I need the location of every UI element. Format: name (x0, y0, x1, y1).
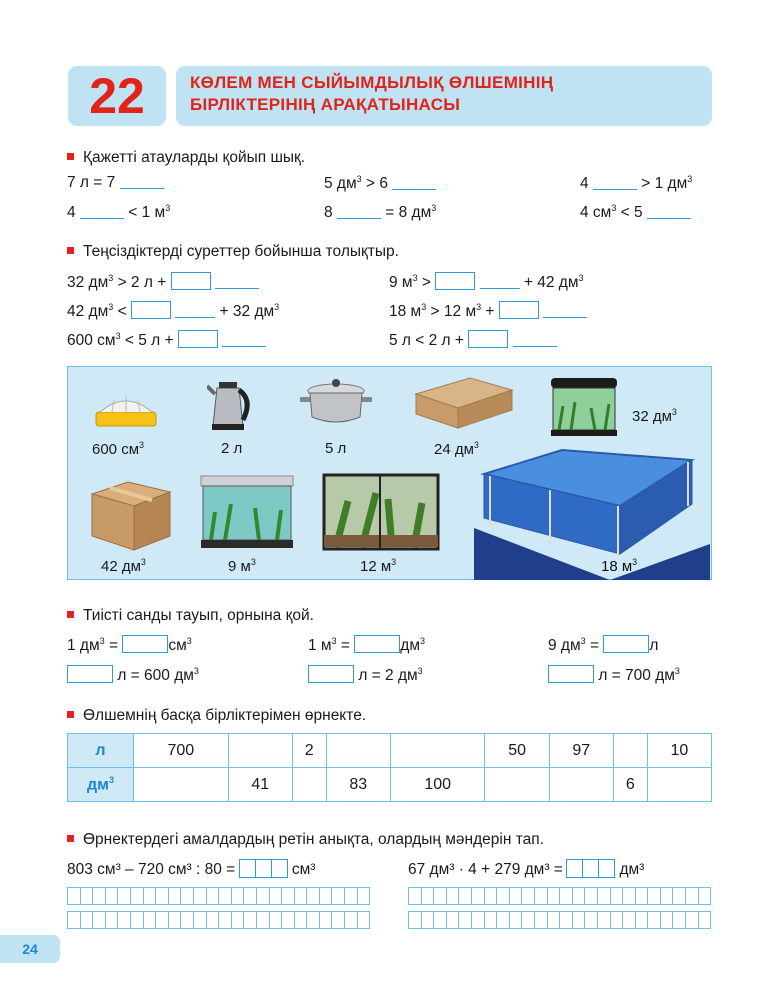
unit-text: дм³ (619, 861, 645, 878)
task-1-item-2 (324, 174, 436, 193)
answer-blank[interactable] (513, 333, 557, 347)
lesson-title-line-2: БІРЛІКТЕРІНІҢ АРАҚАТЫНАСЫ (190, 95, 461, 114)
exponent: 3 (578, 272, 584, 283)
expr-text: + 42 дм (519, 274, 579, 291)
hamster-cage-icon (92, 390, 160, 428)
grid-cell[interactable] (409, 888, 422, 905)
task-1-item-5 (324, 203, 436, 222)
grid-cell[interactable] (231, 912, 244, 929)
grid-row (68, 912, 370, 929)
exponent: 3 (140, 557, 146, 567)
exponent: 3 (476, 301, 482, 312)
expr-text: > 12 м (426, 303, 477, 320)
task-1-item-6-rel: < 5 (616, 204, 643, 222)
task-5-instruction: Өрнектердегі амалдардың ретін анықта, олардың мәндерін тап. (67, 831, 544, 849)
grid-cell[interactable] (93, 888, 106, 905)
exponent: 3 (473, 440, 479, 450)
grid-cell[interactable] (572, 912, 585, 929)
task-1-item-5-rel: = 8 дм (380, 204, 432, 222)
grid-cell[interactable] (434, 888, 447, 905)
task-4-instruction: Өлшемнің басқа бірліктерімен өрнекте. (67, 707, 366, 725)
task-1-item-2-text: 5 дм (324, 175, 357, 193)
task-1-item-1-text: 7 л = 7 (67, 174, 116, 191)
grid-cell[interactable] (68, 888, 81, 905)
caption-text: 12 м (360, 558, 392, 575)
lesson-title (176, 66, 712, 126)
caption-aquarium (228, 557, 256, 575)
exponent: 3 (611, 203, 617, 213)
caption-text: 9 м (228, 558, 251, 575)
grid-row (409, 912, 711, 929)
grid-cell[interactable] (307, 888, 320, 905)
exponent: 3 (391, 557, 397, 567)
grid-cell[interactable] (256, 912, 269, 929)
table-cell[interactable] (326, 734, 390, 768)
aquarium-icon (199, 474, 295, 550)
answer-box[interactable] (308, 665, 354, 683)
grid-cell[interactable] (143, 888, 156, 905)
caption-text: 32 дм (632, 408, 672, 425)
lesson-title-line-1: КӨЛЕМ МЕН СЫЙЫМДЫЛЫҚ ӨЛШЕМІНІҢ (190, 73, 554, 92)
expr-text: < (113, 303, 127, 320)
grid-cell[interactable] (282, 888, 295, 905)
exponent: 3 (580, 635, 586, 646)
grid-cell[interactable] (660, 888, 673, 905)
answer-box[interactable] (178, 330, 218, 348)
task-2-left-2 (67, 301, 279, 321)
exponent: 3 (412, 272, 418, 283)
task-1-item-3-text: 4 (580, 175, 589, 193)
grid-cell[interactable] (118, 888, 131, 905)
table-cell[interactable]: 100 (390, 768, 485, 802)
exponent: 3 (165, 203, 171, 213)
grid-cell[interactable] (244, 912, 257, 929)
grid-cell[interactable] (231, 888, 244, 905)
expr-text: = (336, 637, 350, 654)
table-cell[interactable]: 700 (134, 734, 229, 768)
expr-text: л = 2 дм (358, 667, 418, 684)
grid-cell[interactable] (409, 912, 422, 929)
pool-icon (470, 444, 710, 580)
grid-cell[interactable] (547, 888, 560, 905)
task-3-row1-item2 (308, 635, 425, 655)
grid-cell[interactable] (446, 888, 459, 905)
grid-cell[interactable] (585, 912, 598, 929)
expr-text: см (168, 637, 187, 654)
exponent: 3 (139, 440, 145, 450)
terrarium-icon (322, 471, 440, 553)
expr-text: 67 дм³ · 4 + 279 дм³ = (408, 861, 563, 878)
grid-cell[interactable] (434, 912, 447, 929)
answer-blank[interactable] (120, 175, 164, 189)
grid-cell[interactable] (597, 912, 610, 929)
exponent: 3 (108, 301, 114, 312)
exponent: 3 (687, 174, 693, 184)
task-1-item-4-text: 4 (67, 204, 76, 222)
caption-pot (325, 440, 346, 457)
work-grid-left[interactable] (67, 887, 370, 929)
grid-cell[interactable] (648, 912, 661, 929)
grid-row (409, 888, 711, 905)
grid-spacer (409, 905, 711, 912)
exponent: 3 (356, 174, 362, 184)
table-row-litres (68, 734, 712, 768)
small-aquarium-icon (549, 376, 621, 438)
task-1-item-3-rel: > 1 дм (636, 175, 688, 193)
grid-cell[interactable] (156, 912, 169, 929)
grid-cell[interactable] (648, 888, 661, 905)
grid-cell[interactable] (623, 888, 636, 905)
grid-cell[interactable] (345, 888, 358, 905)
grid-cell[interactable] (307, 912, 320, 929)
grid-cell[interactable] (623, 912, 636, 929)
answer-blank[interactable] (222, 333, 266, 347)
caption-text: 600 см (92, 441, 140, 458)
table-cell[interactable]: 97 (549, 734, 613, 768)
flat-box-icon (414, 374, 514, 430)
table-cell[interactable]: 6 (613, 768, 647, 802)
page-number: 24 (0, 935, 60, 963)
grid-cell[interactable] (484, 912, 497, 929)
exponent: 3 (671, 407, 677, 417)
caption-small-aquarium (632, 407, 677, 425)
expr-text: 9 дм (548, 637, 581, 654)
expr-text: = (585, 637, 600, 654)
grid-cell[interactable] (421, 888, 434, 905)
answer-box[interactable] (548, 665, 594, 683)
expr-text: 32 дм (67, 274, 109, 291)
grid-cell[interactable] (269, 912, 282, 929)
expr-text: л = 600 дм (117, 667, 194, 684)
answer-box[interactable] (354, 635, 400, 653)
exponent: 3 (274, 301, 280, 312)
task-3-row1-item3 (548, 635, 658, 655)
grid-cell[interactable] (80, 888, 93, 905)
grid-cell[interactable] (105, 888, 118, 905)
expr-text: = (104, 637, 119, 654)
expr-text: > 2 л + (113, 274, 167, 291)
caption-terrarium (360, 557, 396, 575)
task-2-instruction: Теңсіздіктерді суреттер бойынша толықтыр. (67, 243, 399, 261)
task-3-row1-item1 (67, 635, 192, 655)
exponent: 3 (431, 203, 437, 213)
grid-cell[interactable] (509, 888, 522, 905)
table-cell[interactable]: 10 (647, 734, 711, 768)
table-cell[interactable]: 41 (228, 768, 292, 802)
expr-text: дм (400, 637, 420, 654)
task-2-right-2 (389, 301, 587, 321)
task-5-expression-1 (67, 859, 315, 879)
task-5-expression-2 (408, 859, 644, 879)
caption-text: 2 л (221, 440, 243, 457)
task-1-item-5-text: 8 (324, 204, 333, 222)
grid-spacer-cell (409, 905, 711, 912)
grid-cell[interactable] (105, 912, 118, 929)
expr-text: 9 м (389, 274, 413, 291)
grid-cell[interactable] (497, 912, 510, 929)
grid-cell[interactable] (168, 888, 181, 905)
exponent: 3 (186, 635, 192, 646)
grid-cell[interactable] (459, 888, 472, 905)
exponent: 3 (417, 665, 423, 676)
answer-cells[interactable] (567, 859, 615, 878)
table-cell[interactable] (613, 734, 647, 768)
grid-cell[interactable] (673, 912, 686, 929)
grid-cell[interactable] (332, 888, 345, 905)
grid-cell[interactable] (585, 888, 598, 905)
grid-cell[interactable] (484, 888, 497, 905)
task-2-right-3 (389, 330, 557, 350)
task-1-item-3 (580, 174, 692, 193)
grid-spacer-cell (68, 905, 370, 912)
answer-box[interactable] (171, 272, 211, 290)
units-table (67, 733, 712, 802)
grid-cell[interactable] (534, 912, 547, 929)
answer-blank[interactable] (337, 205, 381, 219)
answer-blank[interactable] (175, 304, 215, 318)
row-header-litres: л (68, 734, 134, 768)
grid-cell[interactable] (80, 912, 93, 929)
grid-spacer (68, 905, 370, 912)
grid-cell[interactable] (660, 912, 673, 929)
answer-box[interactable] (122, 635, 168, 653)
table-cell[interactable] (228, 734, 292, 768)
grid-cell[interactable] (282, 912, 295, 929)
table-cell[interactable] (549, 768, 613, 802)
expr-text: 1 дм (67, 637, 100, 654)
expr-text: 18 м (389, 303, 422, 320)
grid-cell[interactable] (206, 888, 219, 905)
expr-text: 1 м (308, 637, 332, 654)
grid-cell[interactable] (68, 912, 81, 929)
answer-blank[interactable] (647, 205, 691, 219)
grid-cell[interactable] (181, 888, 194, 905)
table-cell[interactable] (647, 768, 711, 802)
grid-cell[interactable] (269, 888, 282, 905)
grid-cell[interactable] (143, 912, 156, 929)
grid-cell[interactable] (698, 912, 711, 929)
grid-cell[interactable] (610, 888, 623, 905)
answer-box[interactable] (468, 330, 508, 348)
task-1-item-6-text: 4 см (580, 204, 612, 222)
grid-cell[interactable] (332, 912, 345, 929)
exponent: 3 (99, 635, 105, 646)
table-cell[interactable]: 50 (485, 734, 549, 768)
caption-cardboard-box (101, 557, 146, 575)
grid-cell[interactable] (181, 912, 194, 929)
grid-row (68, 888, 370, 905)
grid-cell[interactable] (294, 888, 307, 905)
grid-cell[interactable] (560, 912, 573, 929)
table-cell[interactable] (390, 734, 485, 768)
caption-flat-box (434, 440, 479, 458)
table-cell[interactable]: 2 (292, 734, 326, 768)
exponent: 3 (331, 635, 337, 646)
expr-text: 600 см (67, 332, 116, 349)
task-1-item-4-rel: < 1 м (123, 204, 166, 222)
work-grid-right[interactable] (408, 887, 711, 929)
grid-cell[interactable] (118, 912, 131, 929)
task-3-row2-item2 (308, 665, 423, 685)
grid-cell[interactable] (319, 912, 332, 929)
grid-cell[interactable] (635, 912, 648, 929)
task-3-instruction: Тиісті санды тауып, орнына қой. (67, 607, 314, 625)
exponent: 3 (108, 272, 114, 283)
expr-text: < 5 л + (120, 332, 174, 349)
table-cell[interactable] (292, 768, 326, 802)
answer-box[interactable] (435, 272, 475, 290)
expr-text: 803 см³ – 720 см³ : 80 = (67, 861, 236, 878)
task-1-instruction: Қажетті атауларды қойып шық. (67, 149, 305, 167)
lesson-number: 22 (68, 66, 166, 126)
grid-cell[interactable] (686, 912, 699, 929)
grid-cell[interactable] (357, 888, 370, 905)
grid-cell[interactable] (597, 888, 610, 905)
grid-cell[interactable] (560, 888, 573, 905)
answer-blank[interactable] (543, 304, 587, 318)
unit-text: см³ (291, 861, 316, 878)
grid-cell[interactable] (446, 912, 459, 929)
grid-cell[interactable] (673, 888, 686, 905)
exponent: 3 (419, 635, 425, 646)
caption-pool (601, 557, 637, 575)
task-2-left-1 (67, 272, 259, 292)
grid-cell[interactable] (130, 912, 143, 929)
task-1-item-2-rel: > 6 (361, 175, 388, 193)
task-1-item-4 (67, 203, 170, 222)
grid-cell[interactable] (698, 888, 711, 905)
task-2-left-3 (67, 330, 266, 350)
grid-cell[interactable] (635, 888, 648, 905)
task-3-row2-item3 (548, 665, 680, 685)
grid-cell[interactable] (686, 888, 699, 905)
header-text: дм (86, 776, 109, 794)
exponent: 3 (115, 330, 121, 341)
grid-cell[interactable] (219, 888, 232, 905)
grid-cell[interactable] (219, 912, 232, 929)
expr-text: > (417, 274, 431, 291)
answer-blank[interactable] (215, 275, 259, 289)
answer-blank[interactable] (392, 176, 436, 190)
task-1-item-1 (67, 174, 164, 192)
pot-icon (300, 377, 372, 427)
answer-blank[interactable] (593, 176, 637, 190)
grid-cell[interactable] (509, 912, 522, 929)
grid-cell[interactable] (497, 888, 510, 905)
expr-text: л = 700 дм (598, 667, 675, 684)
grid-cell[interactable] (421, 912, 434, 929)
caption-text: 42 дм (101, 558, 141, 575)
exponent: 3 (632, 557, 638, 567)
expr-text: + 32 дм (215, 303, 275, 320)
caption-text: 18 м (601, 558, 633, 575)
row-header-cubic-dm (68, 768, 134, 802)
grid-cell[interactable] (130, 888, 143, 905)
grid-cell[interactable] (193, 912, 206, 929)
grid-cell[interactable] (471, 912, 484, 929)
grid-cell[interactable] (610, 912, 623, 929)
expr-text: 5 л < 2 л + (389, 332, 464, 349)
grid-cell[interactable] (357, 912, 370, 929)
answer-blank[interactable] (80, 205, 124, 219)
grid-cell[interactable] (547, 912, 560, 929)
answer-blank[interactable] (480, 275, 520, 289)
grid-cell[interactable] (193, 888, 206, 905)
grid-cell[interactable] (256, 888, 269, 905)
grid-cell[interactable] (572, 888, 585, 905)
cardboard-box-icon (88, 478, 174, 552)
caption-kettle (221, 440, 242, 457)
expr-text: + (481, 303, 495, 320)
grid-cell[interactable] (294, 912, 307, 929)
grid-cell[interactable] (168, 912, 181, 929)
caption-text: 24 дм (434, 441, 474, 458)
expr-text: л (649, 637, 659, 654)
grid-cell[interactable] (534, 888, 547, 905)
exponent: 3 (193, 665, 199, 676)
grid-cell[interactable] (156, 888, 169, 905)
answer-box[interactable] (499, 301, 539, 319)
table-cell[interactable] (485, 768, 549, 802)
grid-cell[interactable] (345, 912, 358, 929)
grid-cell[interactable] (459, 912, 472, 929)
table-cell[interactable]: 83 (326, 768, 390, 802)
answer-box[interactable] (67, 665, 113, 683)
caption-text: 5 л (325, 440, 347, 457)
grid-cell[interactable] (522, 912, 535, 929)
grid-cell[interactable] (93, 912, 106, 929)
task-2-right-1 (389, 272, 584, 292)
grid-cell[interactable] (319, 888, 332, 905)
exponent: 3 (421, 301, 427, 312)
table-cell[interactable] (134, 768, 229, 802)
caption-hamster-cage (92, 440, 144, 458)
answer-box[interactable] (603, 635, 649, 653)
grid-cell[interactable] (471, 888, 484, 905)
answer-cells[interactable] (240, 859, 288, 878)
table-row-cubic-dm (68, 768, 712, 802)
answer-box[interactable] (131, 301, 171, 319)
grid-cell[interactable] (244, 888, 257, 905)
kettle-icon (207, 376, 255, 432)
grid-cell[interactable] (522, 888, 535, 905)
grid-cell[interactable] (206, 912, 219, 929)
exponent: 3 (250, 557, 256, 567)
expr-text: 42 дм (67, 303, 109, 320)
exponent: 3 (674, 665, 680, 676)
task-1-item-6 (580, 203, 691, 222)
exponent: 3 (108, 774, 114, 785)
task-3-row2-item1 (67, 665, 199, 685)
